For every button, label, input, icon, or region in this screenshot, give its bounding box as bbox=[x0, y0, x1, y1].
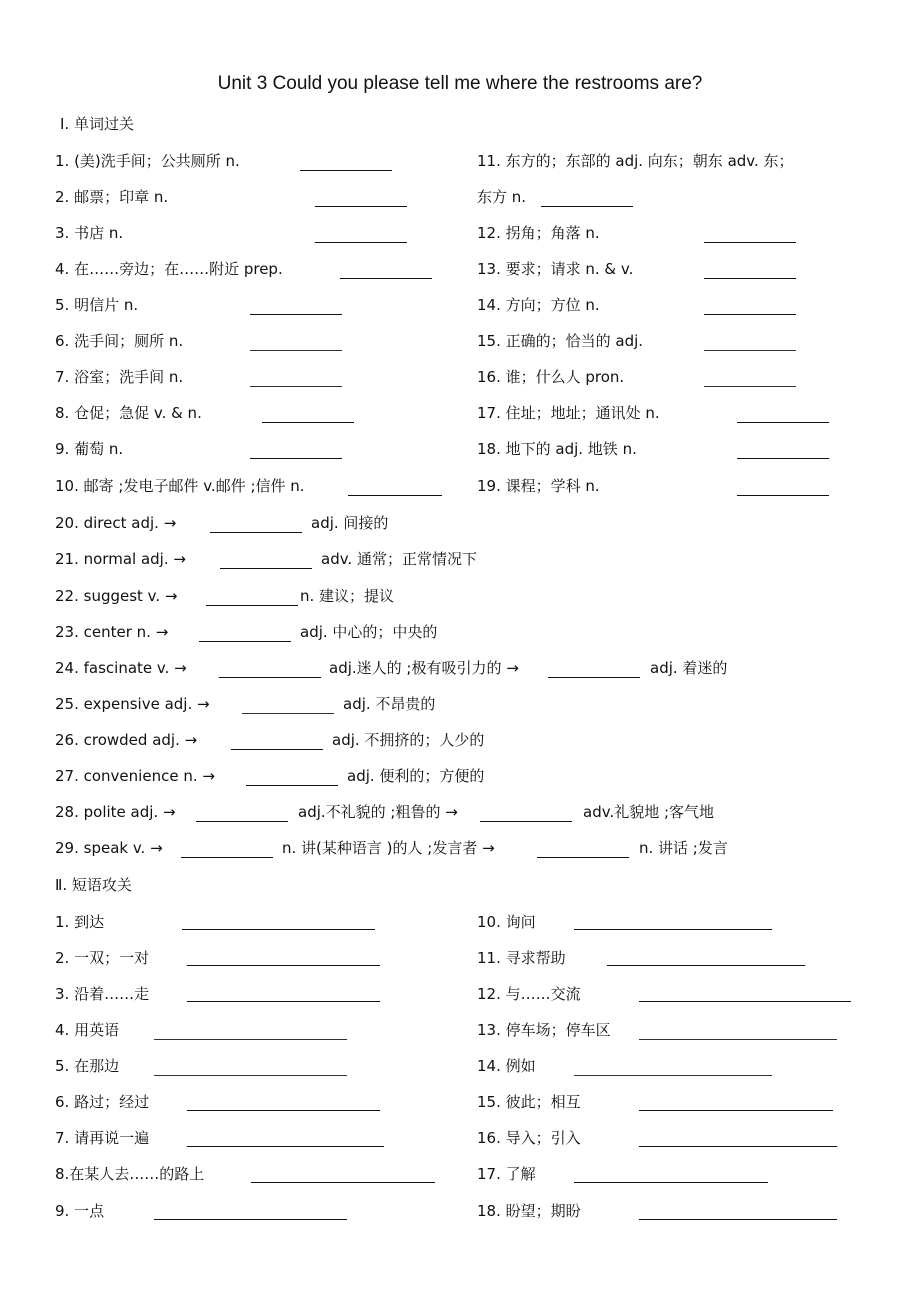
answer-blank[interactable] bbox=[639, 1146, 837, 1147]
answer-blank[interactable] bbox=[154, 1039, 347, 1040]
answer-blank[interactable] bbox=[480, 821, 572, 822]
vocab-item: 11. 东方的；东部的 adj. 向东；朝东 adv. 东； bbox=[477, 152, 794, 170]
vocab-item: 4. 在……旁边；在……附近 prep. bbox=[55, 260, 283, 278]
phrase-item: 3. 沿着……走 bbox=[55, 985, 150, 1003]
derivation-prompt: 28. polite adj. → bbox=[55, 803, 176, 821]
derivation-prompt: 20. direct adj. → bbox=[55, 514, 177, 532]
vocab-item: 9. 葡萄 n. bbox=[55, 440, 124, 458]
answer-blank[interactable] bbox=[187, 965, 380, 966]
derivation-prompt: 24. fascinate v. → bbox=[55, 659, 187, 677]
vocab-item: 10. 邮寄 ;发电子邮件 v.邮件 ;信件 n. bbox=[55, 477, 305, 495]
derivation-meaning: adj. 中心的；中央的 bbox=[300, 623, 438, 641]
derivation-prompt: 22. suggest v. → bbox=[55, 587, 178, 605]
answer-blank[interactable] bbox=[340, 278, 432, 279]
derivation-prompt: 21. normal adj. → bbox=[55, 550, 186, 568]
answer-blank[interactable] bbox=[537, 857, 629, 858]
derivation-prompt: 25. expensive adj. → bbox=[55, 695, 210, 713]
vocab-item: 3. 书店 n. bbox=[55, 224, 124, 242]
answer-blank[interactable] bbox=[206, 605, 298, 606]
answer-blank[interactable] bbox=[574, 1075, 772, 1076]
vocab-item: 13. 要求；请求 n. & v. bbox=[477, 260, 634, 278]
answer-blank[interactable] bbox=[704, 242, 796, 243]
phrase-item: 9. 一点 bbox=[55, 1202, 105, 1220]
derivation-meaning-2: adj. 着迷的 bbox=[650, 659, 728, 677]
answer-blank[interactable] bbox=[639, 1001, 851, 1002]
vocab-item: 15. 正确的；恰当的 adj. bbox=[477, 332, 644, 350]
answer-blank[interactable] bbox=[639, 1039, 837, 1040]
phrase-item: 18. 盼望；期盼 bbox=[477, 1202, 581, 1220]
answer-blank[interactable] bbox=[250, 350, 342, 351]
phrase-item: 10. 询问 bbox=[477, 913, 536, 931]
answer-blank[interactable] bbox=[187, 1001, 380, 1002]
answer-blank[interactable] bbox=[737, 422, 829, 423]
answer-blank[interactable] bbox=[574, 929, 772, 930]
answer-blank[interactable] bbox=[154, 1075, 347, 1076]
vocab-item: 2. 邮票；印章 n. bbox=[55, 188, 169, 206]
section-heading-phrases: Ⅱ. 短语攻关 bbox=[55, 876, 132, 894]
derivation-prompt: 23. center n. → bbox=[55, 623, 169, 641]
derivation-meaning: adv. 通常；正常情况下 bbox=[321, 550, 477, 568]
vocab-item: 8. 仓促；急促 v. & n. bbox=[55, 404, 202, 422]
derivation-meaning: n. 建议；提议 bbox=[300, 587, 395, 605]
answer-blank[interactable] bbox=[196, 821, 288, 822]
phrase-item: 16. 导入；引入 bbox=[477, 1129, 581, 1147]
answer-blank[interactable] bbox=[231, 749, 323, 750]
answer-blank[interactable] bbox=[250, 458, 342, 459]
phrase-item: 7. 请再说一遍 bbox=[55, 1129, 150, 1147]
phrase-item: 15. 彼此；相互 bbox=[477, 1093, 581, 1111]
vocab-item: 1. (美)洗手间；公共厕所 n. bbox=[55, 152, 240, 170]
answer-blank[interactable] bbox=[181, 857, 273, 858]
answer-blank[interactable] bbox=[348, 495, 442, 496]
page-title: Unit 3 Could you please tell me where the restrooms are? bbox=[217, 73, 703, 94]
vocab-item: 16. 谁；什么人 pron. bbox=[477, 368, 625, 386]
answer-blank[interactable] bbox=[639, 1219, 837, 1220]
answer-blank[interactable] bbox=[548, 677, 640, 678]
phrase-item: 6. 路过；经过 bbox=[55, 1093, 150, 1111]
vocab-item: 17. 住址；地址；通讯处 n. bbox=[477, 404, 660, 422]
answer-blank[interactable] bbox=[300, 170, 392, 171]
answer-blank[interactable] bbox=[704, 314, 796, 315]
derivation-meaning: n. 讲(某种语言 )的人 ;发言者 → bbox=[282, 839, 495, 857]
vocab-item: 19. 课程；学科 n. bbox=[477, 477, 600, 495]
vocab-item: 7. 浴室；洗手间 n. bbox=[55, 368, 184, 386]
vocab-item: 14. 方向；方位 n. bbox=[477, 296, 600, 314]
answer-blank[interactable] bbox=[315, 242, 407, 243]
derivation-prompt: 27. convenience n. → bbox=[55, 767, 215, 785]
derivation-meaning-2: adv.礼貌地 ;客气地 bbox=[583, 803, 715, 821]
derivation-meaning: adj. 间接的 bbox=[311, 514, 389, 532]
vocab-item: 东方 n. bbox=[477, 188, 527, 206]
answer-blank[interactable] bbox=[182, 929, 375, 930]
vocab-item: 6. 洗手间；厕所 n. bbox=[55, 332, 184, 350]
answer-blank[interactable] bbox=[251, 1182, 435, 1183]
derivation-meaning: adj.不礼貌的 ;粗鲁的 → bbox=[298, 803, 458, 821]
phrase-item: 1. 到达 bbox=[55, 913, 105, 931]
vocab-item: 5. 明信片 n. bbox=[55, 296, 139, 314]
derivation-meaning: adj. 便利的；方便的 bbox=[347, 767, 485, 785]
phrase-item: 8.在某人去……的路上 bbox=[55, 1165, 205, 1183]
phrase-item: 12. 与……交流 bbox=[477, 985, 581, 1003]
phrase-item: 14. 例如 bbox=[477, 1057, 536, 1075]
derivation-meaning: adj. 不拥挤的；人少的 bbox=[332, 731, 485, 749]
phrase-item: 4. 用英语 bbox=[55, 1021, 120, 1039]
answer-blank[interactable] bbox=[242, 713, 334, 714]
phrase-item: 5. 在那边 bbox=[55, 1057, 120, 1075]
answer-blank[interactable] bbox=[250, 386, 342, 387]
vocab-item: 18. 地下的 adj. 地铁 n. bbox=[477, 440, 637, 458]
phrase-item: 2. 一双；一对 bbox=[55, 949, 150, 967]
derivation-meaning: adj. 不昂贵的 bbox=[343, 695, 436, 713]
answer-blank[interactable] bbox=[704, 350, 796, 351]
answer-blank[interactable] bbox=[219, 677, 321, 678]
answer-blank[interactable] bbox=[154, 1219, 347, 1220]
answer-blank[interactable] bbox=[737, 458, 829, 459]
section-heading-vocabulary: Ⅰ. 单词过关 bbox=[60, 115, 134, 133]
answer-blank[interactable] bbox=[737, 495, 829, 496]
answer-blank[interactable] bbox=[541, 206, 633, 207]
answer-blank[interactable] bbox=[199, 641, 291, 642]
answer-blank[interactable] bbox=[704, 386, 796, 387]
answer-blank[interactable] bbox=[187, 1110, 380, 1111]
answer-blank[interactable] bbox=[639, 1110, 833, 1111]
derivation-meaning: adj.迷人的 ;极有吸引力的 → bbox=[329, 659, 519, 677]
answer-blank[interactable] bbox=[262, 422, 354, 423]
answer-blank[interactable] bbox=[220, 568, 312, 569]
answer-blank[interactable] bbox=[210, 532, 302, 533]
phrase-item: 17. 了解 bbox=[477, 1165, 536, 1183]
answer-blank[interactable] bbox=[607, 965, 805, 966]
derivation-prompt: 26. crowded adj. → bbox=[55, 731, 198, 749]
answer-blank[interactable] bbox=[704, 278, 796, 279]
phrase-item: 11. 寻求帮助 bbox=[477, 949, 566, 967]
answer-blank[interactable] bbox=[187, 1146, 384, 1147]
derivation-meaning-2: n. 讲话 ;发言 bbox=[639, 839, 728, 857]
phrase-item: 13. 停车场；停车区 bbox=[477, 1021, 611, 1039]
vocab-item: 12. 拐角；角落 n. bbox=[477, 224, 600, 242]
answer-blank[interactable] bbox=[246, 785, 338, 786]
answer-blank[interactable] bbox=[250, 314, 342, 315]
derivation-prompt: 29. speak v. → bbox=[55, 839, 163, 857]
answer-blank[interactable] bbox=[574, 1182, 768, 1183]
answer-blank[interactable] bbox=[315, 206, 407, 207]
